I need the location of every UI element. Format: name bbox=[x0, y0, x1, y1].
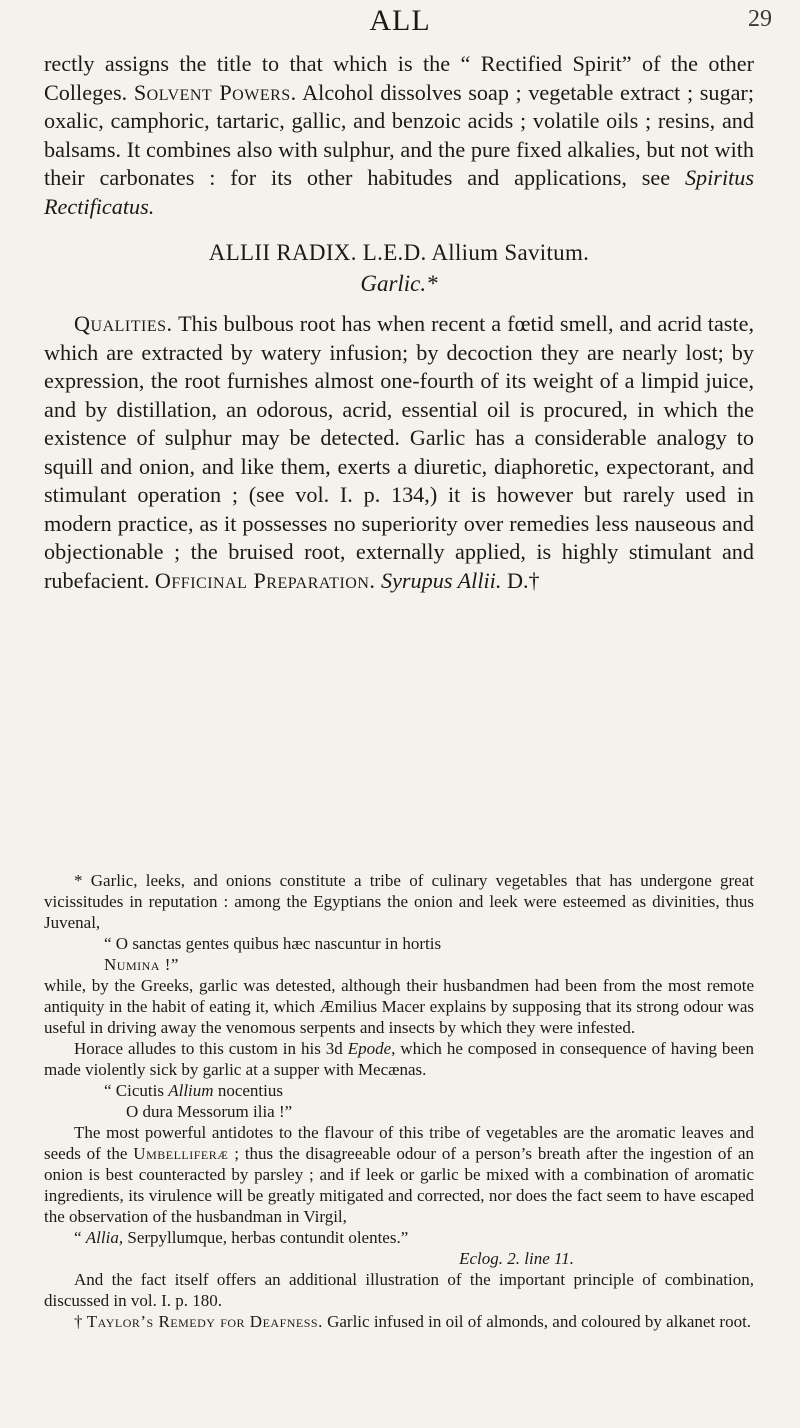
text-run: ; thus the disagreeable odour of a person’s breath after the ingestion of an onion is best counteracted by parsley ; and if leek or garlic be mixed with a combination of aromatic ingredients, its virulence will be greatly mitigated and corrected, nor does the fact seem to have escaped the observation of the husbandman in Virgil, bbox=[44, 1144, 754, 1226]
entry-heading-text: ALLII RADIX. L.E.D. Allium Savitum. bbox=[208, 240, 590, 265]
text-run: Epode, bbox=[347, 1039, 396, 1058]
text-run: nocentius bbox=[213, 1081, 283, 1100]
section-label-solvent-powers: Solvent Powers. bbox=[133, 79, 297, 105]
verse-line bbox=[44, 1080, 754, 1101]
text-run: rectly assigns the title to that which is the “ Rectified Spirit” of the other Colleges. bbox=[44, 51, 754, 105]
text-run: Allia, bbox=[85, 1228, 124, 1247]
text-run: Taylor’s Remedy for Deafness. bbox=[86, 1312, 323, 1331]
citation: Eclog. 2. line 11. bbox=[459, 1249, 574, 1268]
entry-heading bbox=[44, 239, 754, 268]
verse-line bbox=[44, 954, 754, 975]
text-run: Umbelliferæ bbox=[133, 1144, 229, 1163]
entry-subheading: Garlic.* bbox=[360, 270, 438, 296]
verse-text: Numina !” bbox=[104, 955, 179, 974]
paragraph-solvent-powers bbox=[44, 50, 754, 221]
text-run: Horace alludes to this custom in his 3d bbox=[74, 1039, 348, 1058]
verse-line bbox=[44, 1227, 754, 1248]
text-run: “ Cicutis bbox=[104, 1081, 169, 1100]
section-label-qualities: Qualities. bbox=[74, 311, 173, 336]
main-text bbox=[44, 50, 754, 595]
page-number: 29 bbox=[748, 6, 772, 32]
footnote-paragraph: while, by the Greeks, garlic was detested, although their husbandmen had been from the most remote antiquity in the habit of eating it, which Æmilius Macer explains by supposing that its strong odour was useful in driving away the venomous serpents and insects by which they were infested. bbox=[44, 976, 754, 1037]
section-label-officinal: Officinal Preparation. bbox=[154, 567, 376, 593]
footnote-paragraph bbox=[44, 1122, 754, 1227]
cross-reference: Spiritus Rectificatus. bbox=[44, 165, 754, 219]
running-head bbox=[0, 4, 800, 40]
text-run: The most powerful antidotes to the flavour of this tribe of vegetables are the aromatic leaves and seeds of the bbox=[44, 1123, 754, 1163]
verse-line: “ O sanctas gentes quibus hæc nascuntur in hortis bbox=[104, 934, 442, 953]
footnote-dagger bbox=[44, 1311, 754, 1332]
text-run: Serpyllumque, herbas contundit olentes.” bbox=[123, 1228, 409, 1247]
text-run: Allium bbox=[168, 1081, 214, 1100]
running-title: ALL bbox=[369, 4, 431, 37]
verse-line: O dura Messorum ilia !” bbox=[126, 1102, 293, 1121]
footnotes bbox=[44, 870, 754, 1332]
text-run: Garlic infused in oil of almonds, and coloured by alkanet root. bbox=[322, 1312, 752, 1331]
footnote-star: * Garlic, leeks, and onions constitute a tribe of culinary vegetables that has undergone great vicissitudes in reputation : among the Egyptians the onion and leek were esteemed as divinities, thus Juvenal, bbox=[44, 871, 754, 932]
footnote-paragraph bbox=[44, 1038, 754, 1080]
text-run: “ bbox=[74, 1228, 86, 1247]
text-run: This bulbous root has when recent a fœtid smell, and acrid taste, which are extracted by watery infusion; by decoction they are nearly lost; by expression, the root furnishes almost one-fourth of its weight of a limpid juice, and by distillation, an odorous, acrid, essential oil is procured, in which the existence of sulphur may be detected. Garlic has a considerable analogy to squill and onion, and like them, exerts a diuretic, diaphoretic, expectorant, and stimulant operation ; (see vol. I. p. 134,) it is however but rarely used in modern practice, as it possesses no superiority over remedies less nauseous and objectionable ; the bruised root, externally applied, is highly stimulant and rubefacient. bbox=[44, 311, 754, 593]
footnote-paragraph: And the fact itself offers an additional illustration of the important principle of combination, discussed in vol. I. p. 180. bbox=[44, 1270, 754, 1310]
text-run: Alcohol dissolves soap ; vegetable extract ; sugar; oxalic, camphoric, tartaric, gallic, and benzoic acids ; volatile oils ; resins, and balsams. It combines also with sulphur, and the pure fixed alkalies, but not with their carbonates : for its other habitudes and applications, see bbox=[44, 79, 754, 190]
paragraph-qualities bbox=[44, 310, 754, 595]
text-run: which he composed in consequence of having been made violently sick by garlic at a supper with Mecænas. bbox=[44, 1039, 755, 1079]
text-run: † bbox=[74, 1312, 87, 1331]
preparation-name: Syrupus Allii. bbox=[375, 567, 502, 593]
text-run: D.† bbox=[501, 567, 540, 593]
